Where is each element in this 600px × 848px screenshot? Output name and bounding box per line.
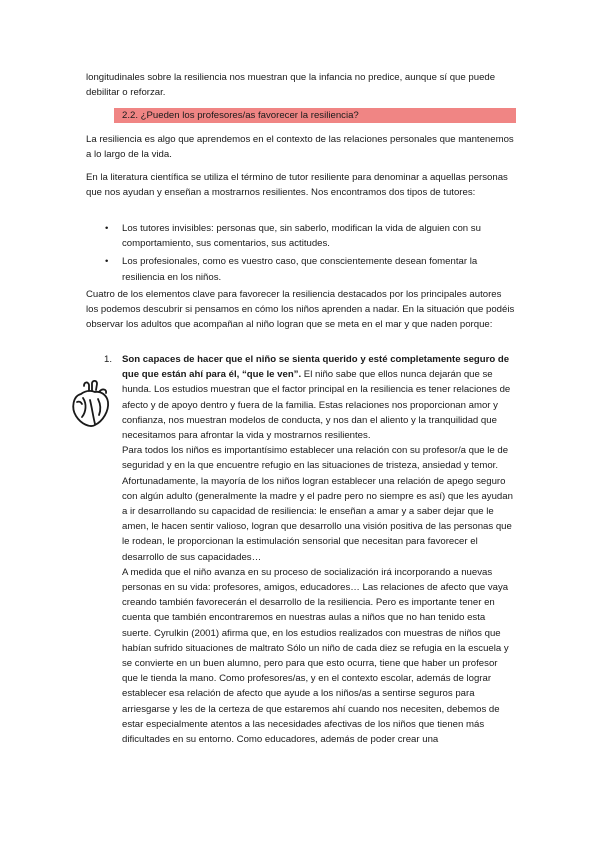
list-item <box>104 254 516 284</box>
bullet-icon: • <box>105 256 109 268</box>
section-heading: 2.2. ¿Pueden los profesores/as favorecer la resiliencia? <box>122 110 359 121</box>
item-paragraph-2: Para todos los niños es importantísimo establecer una relación con su profesor/a que le de seguridad y en la que encuentre refugio en las situaciones de tristeza, ansiedad y temor. Afortunadamente, la mayoría de los niños logran establecer una relación de apego seguro con algún adulto (generalmente la madre y el padre pero no siempre es así) que les ayudan a ir desarrollando su capacidad de resiliencia: le enseñan a amar y a saber dejar que le amen, le hacen sentir valioso, logran que desarrollo una visión positiva de las personas que le rodean, le proporcionan la estimulación sensorial que necesitan para favorecer el desarrollo de sus capacidades… <box>122 445 513 563</box>
paragraph-key-elements: Cuatro de los elementos clave para favorecer la resiliencia destacados por los principales autores los podemos descubrir si pensamos en cómo los niños aprenden a nadar. En la situación que podéis observar los adultos que acompañan al niño logran que se meta en el mar y que naden porque: <box>86 289 515 331</box>
list-item-text: Los tutores invisibles: personas que, sin saberlo, modifican la vida de alguien con su comportamiento, sus comentarios, sus actitudes. <box>122 223 481 250</box>
item-number: 1. <box>104 354 113 365</box>
paragraph-tutor-resiliente: En la literatura científica se utiliza el término de tutor resiliente para denominar a aquellas personas que nos ayudan y enseñan a mostrarnos resilientes. Nos encontramos dos tipos de tutores: <box>86 172 508 199</box>
item-paragraph-3: A medida que el niño avanza en su proceso de socialización irá incorporando a nuevas personas en su vida: profesores, amigos, educadores… Las relaciones de afecto que vaya creando también favorecerán el desarrollo de la resiliencia. Pero es importante tener en cuenta que también encontraremos en nuestras aulas a niños que no han tenido esta suerte. Cyrulkin (2001) afirma que, en los estudios realizados con muestras de niños que habían sufrido situaciones de maltrato Sólo un niño de cada diez se refugia en la escuela y se convierte en un buen alumno, pero para que esto ocurra, tiene que haber un profesor que le tienda la mano. Como profesores/as, y en el contexto escolar, además de lograr establecer esa relación de afecto que ayude a los niños/as a sentirse seguros para arriesgarse y les de la certeza de que estaremos ahí cuando nos necesiten, debemos de estar especialmente atentos a las necesidades afectivas de los niños que tienen más dificultades en su entorno. Como educadores, además de poder crear una <box>122 566 509 746</box>
list-item <box>104 221 516 251</box>
list-item-text: Los profesionales, como es vuestro caso, que conscientemente desean fomentar la resiliencia en los niños. <box>122 256 478 283</box>
tutor-types-list <box>104 221 516 288</box>
item-paragraph-1 <box>122 352 516 443</box>
item-bold-lead: Son capaces de hacer que el niño se sienta querido y esté completamente seguro de que que están ahí para él, “que le ven”. <box>122 354 510 381</box>
item-lead-rest: El niño sabe que ellos nunca dejarán que se hunda. Los estudios muestran que el factor principal en la resiliencia es tener relaciones de afecto y de apoyo dentro y fuera de la familia. Estas relaciones nos proporcionan amor y confianza, nos muestran modelos de conducta, y nos dan el aliento y la tranquilidad que necesitamos para afrontar la vida y mostrarnos resilientes. <box>122 369 511 442</box>
anatomical-heart-icon <box>68 378 114 430</box>
bullet-icon: • <box>105 223 109 234</box>
numbered-item-body <box>122 352 516 747</box>
intro-continuation: longitudinales sobre la resiliencia nos muestran que la infancia no predice, aunque sí que puede debilitar o reforzar. <box>86 72 496 99</box>
paragraph-resilience-context: La resiliencia es algo que aprendemos en el contexto de las relaciones personales que mantenemos a lo largo de la vida. <box>86 134 514 161</box>
